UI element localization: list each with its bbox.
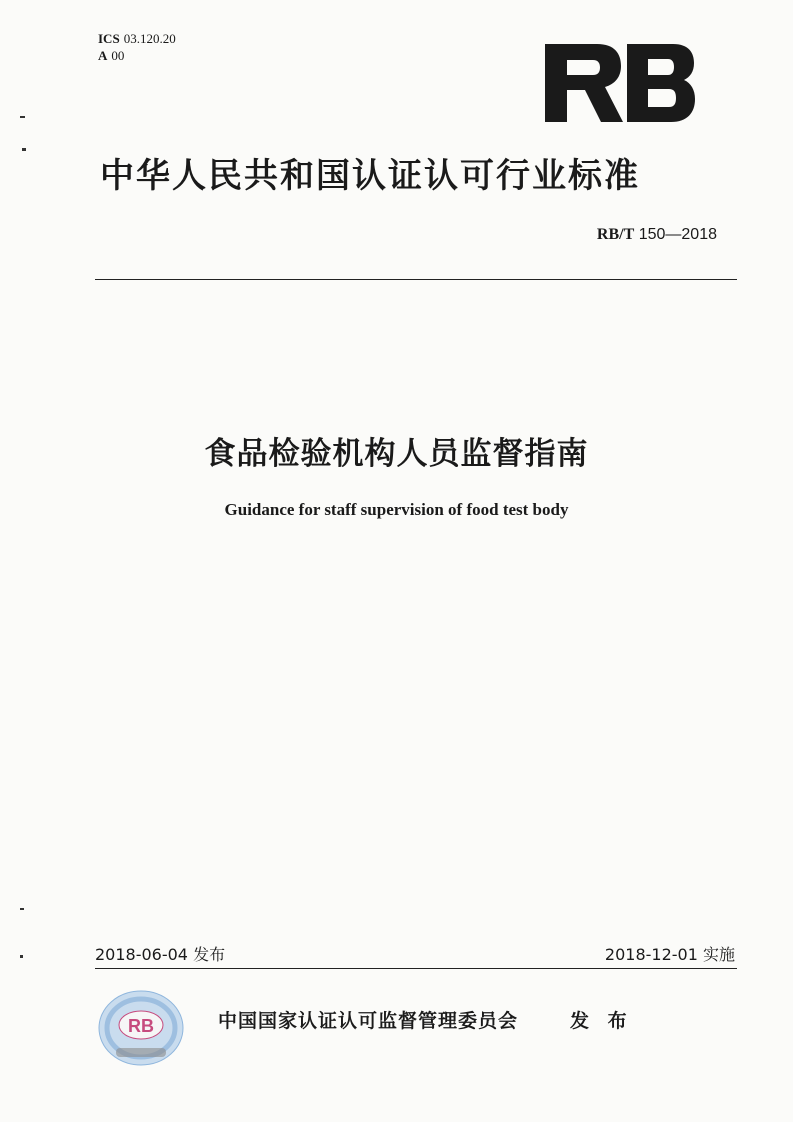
classification-codes (98, 30, 176, 64)
scan-speck (20, 908, 24, 910)
publisher-name: 中国国家认证认可监督管理委员会 (218, 1010, 519, 1032)
ics-code: ICS 03.120.20 (98, 31, 176, 46)
issue-date-value: 2018-06-04 (95, 945, 188, 964)
publisher-suffix: 发 布 (570, 1010, 633, 1032)
issue-date-label: 发布 (193, 945, 226, 964)
implementation-date-value: 2018-12-01 (604, 945, 698, 964)
implementation-date-label: 实施 (702, 945, 735, 964)
standard-category-title: 中华人民共和国认证认可行业标准 (100, 156, 640, 196)
rb-logo (545, 44, 695, 122)
scan-speck (22, 148, 26, 151)
standard-number-value: 150—2018 (638, 226, 717, 243)
ccs-code: A 00 (98, 48, 125, 63)
anti-counterfeit-seal-icon (98, 990, 184, 1066)
top-divider (95, 279, 737, 280)
standard-number (597, 226, 717, 244)
seal-mark: RB (128, 1016, 154, 1036)
issue-date (95, 942, 225, 965)
scan-speck (20, 955, 23, 958)
document-title-zh: 食品检验机构人员监督指南 (204, 436, 589, 472)
scan-speck (20, 116, 25, 118)
standard-number-prefix: RB/T (596, 226, 635, 243)
document-title-en: Guidance for staff supervision of food test body (224, 500, 569, 519)
bottom-divider (95, 968, 737, 969)
rb-logo-mark (545, 44, 695, 122)
implementation-date (605, 942, 735, 965)
